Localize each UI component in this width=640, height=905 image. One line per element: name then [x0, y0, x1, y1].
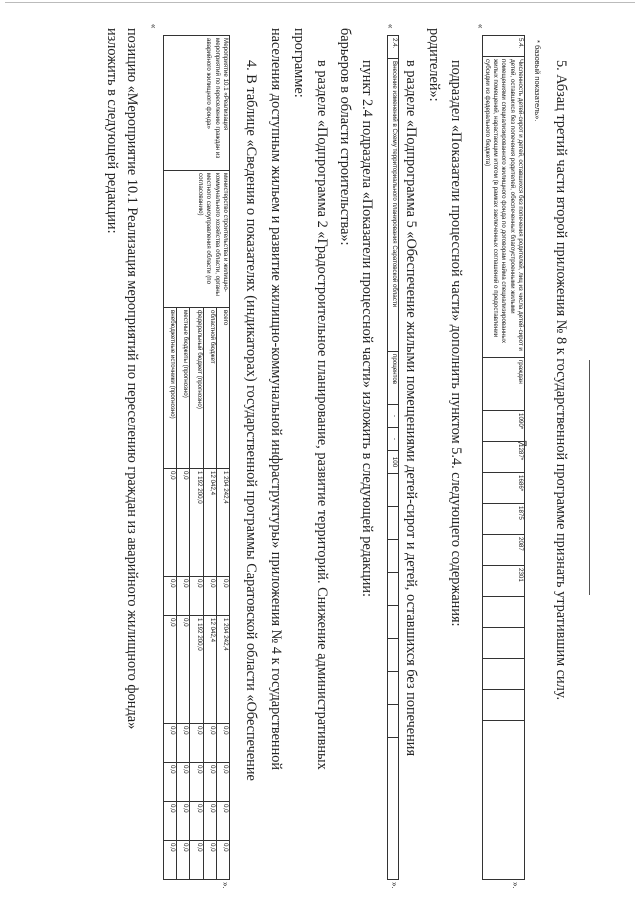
- event-cell: Мероприятие 10.1 «Реализация мероприятий по переселению граждан из аварийного жилищного фонда»: [164, 36, 230, 171]
- table-row: [216, 36, 229, 880]
- table1-close-quote: ».: [221, 882, 230, 889]
- table3-close-quote: ».: [511, 882, 520, 889]
- table2-open-quote: «: [386, 24, 395, 29]
- table-row: [482, 36, 524, 880]
- intro-line-1: позицию «Мероприятие 10.1 Реализация мероприятий по переселению граждан из аварийного жилищного фонда»: [124, 28, 140, 730]
- value-cell: 0,0: [203, 724, 216, 763]
- value-cell: 100: [388, 451, 399, 474]
- item4-line-1: 4. В таблице «Сведения о показателях (индикаторах) государственной программы Саратовской области «Обеспечение: [243, 60, 259, 781]
- footnote: * базовый показатель».: [533, 40, 542, 122]
- value-cell: 0,0: [203, 763, 216, 802]
- value-cell: 1686*: [482, 473, 524, 504]
- value-cell: [482, 690, 524, 721]
- section5-line-1: в разделе «Подпрограмма 5 «Обеспечение жилыми помещениями детей-сирот и детей, оставшихся без попечения: [403, 60, 419, 757]
- page-number: 7: [515, 440, 530, 447]
- table1-open-quote: «: [149, 24, 158, 29]
- item4-line-2: населения доступным жильем и развитие жилищно-коммунальной инфраструктуры» приложения № 4 к государственной: [268, 28, 284, 771]
- value-cell: 0,0: [190, 841, 203, 880]
- value-cell: 0,0: [190, 763, 203, 802]
- source-label: областной бюджет: [203, 308, 216, 469]
- value-cell: 1875: [482, 504, 524, 535]
- value-cell: 0,0: [216, 763, 229, 802]
- value-cell: 0,0: [190, 802, 203, 841]
- indicator-name: Внесение изменений в Схему территориального планирования Саратовской области: [388, 59, 399, 352]
- financing-table: [163, 35, 230, 880]
- total-cell: 0,0: [164, 469, 177, 577]
- total-cell: 1 204 242,4: [216, 469, 229, 577]
- total-cell: 0,0: [177, 469, 190, 577]
- value-cell: 0,0: [216, 724, 229, 763]
- value-cell: 0,0: [164, 616, 177, 724]
- value-cell: 1 192 200,0: [190, 616, 203, 724]
- value-cell: 0,0: [203, 841, 216, 880]
- value-cell: [482, 721, 524, 880]
- value-cell: 0,0: [203, 802, 216, 841]
- value-cell: 12 042,4: [203, 616, 216, 724]
- value-cell: 0,0: [177, 763, 190, 802]
- table3-open-quote: «: [476, 24, 485, 29]
- value-cell: 0,0: [190, 577, 203, 616]
- value-cell: 0,0: [177, 724, 190, 763]
- value-cell: 0,0: [164, 841, 177, 880]
- item5: 5. Абзац третий части второй приложения № 8 к государственной программе признать утратившим силу.: [553, 60, 569, 701]
- section5-line-3: подраздел «Показатели процессной части» дополнить пунктом 5.4. следующего содержания:: [448, 60, 464, 627]
- indicator-name: Численность детей-сирот и детей, оставшихся без попечения родителей, лиц из числа детей-сирот и детей, оставшихся без попечения родителей, обеспеченных благоустроенными жилыми помещениями специализированного жилищного фонда по договорам найма специализированных жилых помещений, нарастающим итогом (в рамках заключенных соглашений о предоставлении субсидии из федерального бюджета): [482, 57, 524, 358]
- value-cell: 0,0: [177, 802, 190, 841]
- value-cell: 0,0: [164, 763, 177, 802]
- end-divider: [589, 360, 590, 595]
- executor-cell: министерство строительства и жилищно-коммунального хозяйства области, органы местного самоуправления области (по согласованию): [164, 171, 230, 308]
- unit-cell: граждан: [482, 358, 524, 411]
- value-cell: [482, 659, 524, 690]
- value-cell: [482, 597, 524, 628]
- value-cell: 0,0: [164, 724, 177, 763]
- table-row: [388, 36, 399, 880]
- value-cell: 0,0: [216, 577, 229, 616]
- table2-close-quote: ».: [390, 882, 399, 889]
- total-cell: 12 042,4: [203, 469, 216, 577]
- value-cell: -: [388, 405, 399, 428]
- row-number: 5.4.: [482, 36, 524, 57]
- item4-line-5: барьеров в области строительства»:: [337, 28, 353, 246]
- value-cell: 0,0: [190, 724, 203, 763]
- source-label: местные бюджеты (прогнозно): [177, 308, 190, 469]
- value-cell: 2087: [482, 535, 524, 566]
- source-label: внебюджетные источники (прогнозно): [164, 308, 177, 469]
- item4-line-4: в разделе «Подпрограмма 2 «Градостроительное планирование, развитие территорий. Снижение административных: [314, 60, 330, 770]
- value-cell: 0,0: [216, 841, 229, 880]
- value-cell: [482, 628, 524, 659]
- value-cell: 0,0: [177, 841, 190, 880]
- value-cell: 1090*: [482, 411, 524, 442]
- value-cell: -: [388, 428, 399, 451]
- value-cell: 1 204 242,4: [216, 616, 229, 724]
- item4-line-6: пункт 2.4 подраздела «Показатели процессной части» изложить в следующей редакции:: [359, 60, 375, 598]
- indicator-table-2-4: [387, 35, 399, 880]
- page-edge: [5, 2, 635, 3]
- section5-line-2: родителей»:: [426, 28, 442, 102]
- unit-cell: процентов: [388, 352, 399, 405]
- value-cell: 0,0: [164, 577, 177, 616]
- intro-line-2: изложить в следующей редакции:: [104, 28, 120, 234]
- indicator-table-5-4: [482, 35, 525, 880]
- value-cell: 0,0: [216, 802, 229, 841]
- item4-line-3: программе:: [291, 28, 307, 98]
- value-cell: 1287*: [482, 442, 524, 473]
- value-cell: 0,0: [164, 802, 177, 841]
- value-cell: 2301: [482, 566, 524, 597]
- row-number: 2.4.: [388, 36, 399, 59]
- total-cell: 1 192 200,0: [190, 469, 203, 577]
- source-label: федеральный бюджет (прогнозно): [190, 308, 203, 469]
- value-cell: 0,0: [177, 577, 190, 616]
- source-label: всего: [216, 308, 229, 469]
- value-cell: 0,0: [177, 616, 190, 724]
- value-cell: 0,0: [203, 577, 216, 616]
